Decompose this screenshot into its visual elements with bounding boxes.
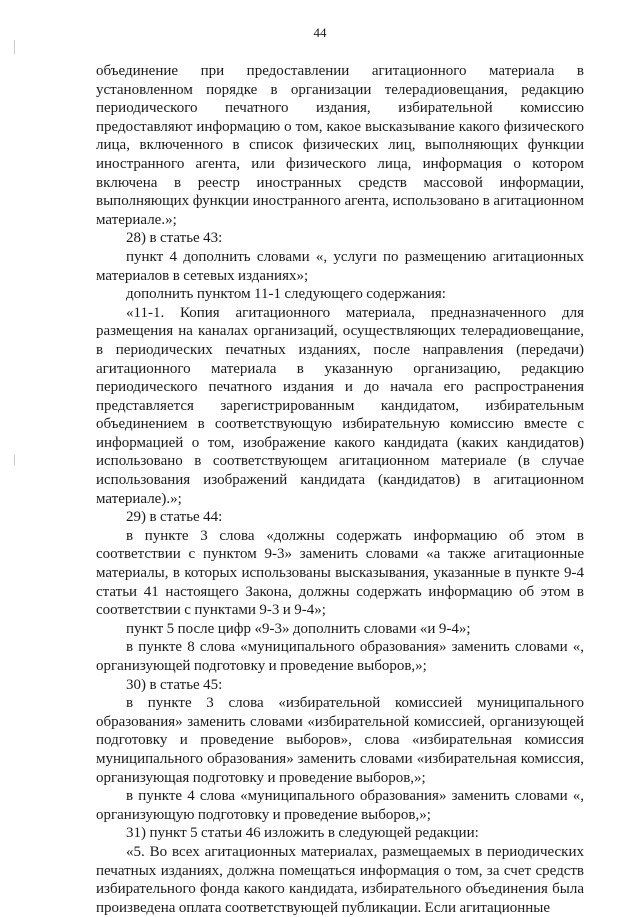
paragraph: «11-1. Копия агитационного материала, предназначенного для размещения на каналах организаций, осуществляющих телерадиовещание, в периодических печатных изданиях, после направления (передачи) агитационного материала в указанную организацию, редакцию периодического печатного издания и до начала его распространения представляется зарегистрированным кандидатом, избирательным объединением в соответствующую избирательную комиссию вместе с информацией о том, изображение какого кандидата (каких кандидатов) использовано в соответствующем агитационном материале (в случае использования изображений кандидата (кандидатов) в агитационном материале).»; bbox=[96, 304, 584, 507]
document-body bbox=[96, 62, 584, 917]
margin-scan-mark bbox=[14, 455, 15, 465]
paragraph: 30) в статье 45: bbox=[126, 676, 223, 693]
paragraph: 28) в статье 43: bbox=[126, 230, 223, 247]
paragraph: 29) в статье 44: bbox=[126, 509, 223, 526]
margin-scan-mark bbox=[14, 40, 15, 54]
page-number: 44 bbox=[313, 25, 327, 40]
paragraph: в пункте 8 слова «муниципального образования» заменить словами «, организующей подготовку и проведение выборов,»; bbox=[96, 639, 584, 674]
paragraph: объединение при предоставлении агитационного материала в установленном порядке в организации телерадиовещания, редакцию периодического печатного издания, избирательной комиссию предоставляют информацию о том, какое высказывание какого физического лица, включенного в список физических лиц, выполняющих функции иностранного агента, или физического лица, информация о котором включена в реестр иностранных средств массовой информации, выполняющих функции иностранного агента, использовано в агитационном материале.»; bbox=[96, 63, 584, 228]
paragraph: в пункте 3 слова «должны содержать информацию об этом в соответствии с пунктом 9-3» заменить словами «а также агитационные материалы, в которых использованы высказывания, указанные в пункте 9-4 статьи 41 настоящего Закона, должны содержать информацию об этом в соответствии с пунктами 9-3 и 9-4»; bbox=[96, 527, 584, 619]
paragraph: пункт 5 после цифр «9-3» дополнить словами «и 9-4»; bbox=[126, 620, 471, 637]
paragraph: в пункте 4 слова «муниципального образования» заменить словами «, организующую подготовку и проведение выборов,»; bbox=[96, 788, 584, 823]
paragraph: «5. Во всех агитационных материалах, размещаемых в периодических печатных изданиях, должна помещаться информация о том, за счет средств избирательного фонда какого кандидата, избирательного объединения была произведена оплата соответствующей публикации. Если агитационные bbox=[96, 843, 584, 916]
paragraph: 31) пункт 5 статьи 46 изложить в следующей редакции: bbox=[126, 825, 479, 842]
paragraph: в пункте 3 слова «избирательной комиссией муниципального образования» заменить словами «избирательной комиссией, организующей подготовку и проведение выборов», слова «избирательная комиссия муниципального образования» заменить словами «избирательная комиссия, организующая подготовку и проведение выборов,»; bbox=[96, 695, 584, 786]
paragraph: дополнить пунктом 11-1 следующего содержания: bbox=[126, 286, 446, 303]
paragraph: пункт 4 дополнить словами «, услуги по размещению агитационных материалов в сетевых изданиях»; bbox=[96, 248, 584, 284]
